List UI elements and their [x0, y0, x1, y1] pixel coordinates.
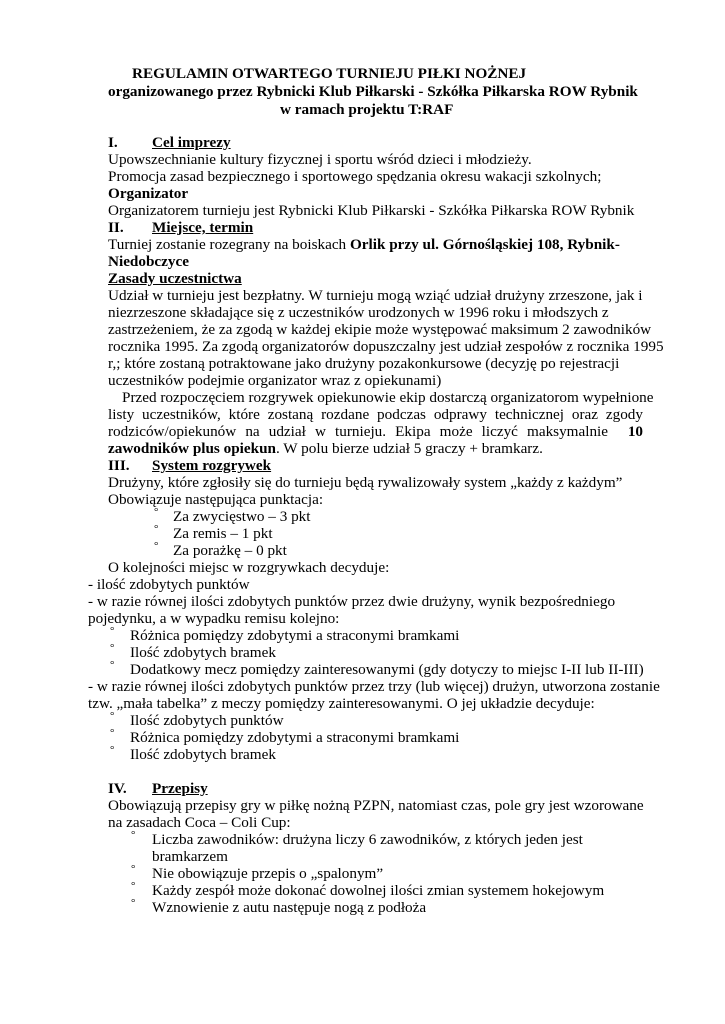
order-line: pojedynku, a w wypadku remisu kolejno: — [88, 610, 340, 627]
organizer-text: Organizatorem turnieju jest Rybnicki Klub Piłkarski - Szkółka Piłkarska ROW Rybnik — [108, 202, 635, 219]
doc-subtitle: organizowanego przez Rybnicki Klub Piłkarski - Szkółka Piłkarska ROW Rybnik — [108, 83, 638, 100]
bullet-icon: ° — [131, 897, 136, 909]
bullet-icon: ° — [110, 744, 115, 756]
doc-project: w ramach projektu T:RAF — [280, 101, 454, 118]
section-3-number: III. — [108, 457, 130, 474]
bullet-icon: ° — [110, 625, 115, 637]
bullet-icon: ° — [110, 642, 115, 654]
venue-district: Niedobczyce — [108, 253, 189, 270]
max-players-text: zawodników plus opiekun — [108, 440, 276, 457]
doc-title: REGULAMIN OTWARTEGO TURNIEJU PIŁKI NOŻNEJ — [132, 65, 527, 82]
section-1-number: I. — [108, 134, 118, 151]
registration-text: rodziców/opiekunów na udział w turnieju. Ekipa może liczyć maksymalnie — [108, 423, 608, 440]
mini-table-item: Różnica pomiędzy zdobytymi a straconymi bramkami — [130, 729, 460, 746]
tiebreak-item: Ilość zdobytych bramek — [130, 644, 276, 661]
system-line: Obowiązuje następująca punktacja: — [108, 491, 324, 508]
bullet-icon: ° — [154, 523, 159, 535]
participation-line: rocznika 1995. Za zgodą organizatorów dopuszczalny jest udział zespołów z rocznika 1995 — [108, 338, 664, 355]
section-4-title: Przepisy — [152, 780, 208, 797]
participation-line: zastrzeżeniem, że za zgodą w każdej ekipie może występować maksimum 2 zawodników — [108, 321, 652, 338]
participation-line: niezrzeszone składające się z uczestników urodzonych w 1996 roku i młodszych z — [108, 304, 609, 321]
section-2-title: Miejsce, termin — [152, 219, 254, 236]
participation-line: Udział w turnieju jest bezpłatny. W turnieju mogą wziąć udział drużyny zrzeszone, jak i — [108, 287, 643, 304]
section-1-line: Upowszechnianie kultury fizycznej i sportu wśród dzieci i młodzieży. — [108, 151, 532, 168]
bullet-icon: ° — [110, 727, 115, 739]
registration-line: Przed rozpoczęciem rozgrywek opiekunowie ekip dostarczą organizatorom wypełnione — [122, 389, 654, 406]
rules-item: Każdy zespół może dokonać dowolnej ilości zmian systemem hokejowym — [152, 882, 605, 899]
registration-line — [108, 440, 543, 457]
venue-line — [108, 236, 620, 253]
rules-item: Liczba zawodników: drużyna liczy 6 zawodników, z których jeden jest — [152, 831, 583, 848]
mini-table-item: Ilość zdobytych bramek — [130, 746, 276, 763]
system-line: Drużyny, które zgłosiły się do turnieju będą rywalizowały system „każdy z każdym” — [108, 474, 623, 491]
rules-item: Wznowienie z autu następuje nogą z podłoża — [152, 899, 427, 916]
registration-line: listy uczestników, które zostaną rozdane podczas odprawy technicznej oraz zgody — [108, 406, 643, 423]
organizer-heading: Organizator — [108, 185, 189, 202]
rules-line: na zasadach Coca – Coli Cup: — [108, 814, 291, 831]
players-on-field: . W polu bierze udział 5 graczy + bramkarz. — [275, 440, 543, 457]
bullet-icon: ° — [154, 540, 159, 552]
participation-line: uczestników podejmie organizator wraz z opiekunami) — [108, 372, 442, 389]
venue-text: Turniej zostanie rozegrany na boiskach — [108, 236, 350, 253]
order-line: - w razie równej ilości zdobytych punktów przez trzy (lub więcej) drużyn, utworzona zostanie — [88, 678, 660, 695]
bullet-icon: ° — [131, 863, 136, 875]
section-3-title: System rozgrywek — [152, 457, 272, 474]
rules-item: Nie obowiązuje przepis o „spalonym” — [152, 865, 384, 882]
order-line: tzw. „mała tabelka” z meczy pomiędzy zainteresowanymi. O jej układzie decyduje: — [88, 695, 595, 712]
tiebreak-item: Różnica pomiędzy zdobytymi a straconymi bramkami — [130, 627, 460, 644]
bullet-icon: ° — [131, 829, 136, 841]
order-line: - ilość zdobytych punktów — [88, 576, 250, 593]
section-1-line: Promocja zasad bezpiecznego i sportowego spędzania okresu wakacji szkolnych; — [108, 168, 602, 185]
max-players-number: 10 — [627, 423, 643, 440]
participation-heading: Zasady uczestnictwa — [108, 270, 242, 287]
bullet-icon: ° — [131, 880, 136, 892]
section-2-number: II. — [108, 219, 124, 236]
points-item: Za zwycięstwo – 3 pkt — [173, 508, 311, 525]
rules-line: Obowiązują przepisy gry w piłkę nożną PZPN, natomiast czas, pole gry jest wzorowane — [108, 797, 644, 814]
section-4-number: IV. — [108, 780, 127, 797]
bullet-icon: ° — [110, 710, 115, 722]
participation-line: r,; które zostaną potraktowane jako drużyny pozakonkursowe (decyzję po rejestracji — [108, 355, 620, 372]
tiebreak-item: Dodatkowy mecz pomiędzy zainteresowanymi (gdy dotyczy to miejsc I-II lub II-III) — [130, 661, 644, 678]
order-line: - w razie równej ilości zdobytych punktów przez dwie drużyny, wynik bezpośredniego — [88, 593, 616, 610]
section-1-title: Cel imprezy — [152, 134, 231, 151]
rules-item-cont: bramkarzem — [152, 848, 228, 865]
registration-line — [108, 423, 643, 440]
points-item: Za porażkę – 0 pkt — [173, 542, 287, 559]
order-heading: O kolejności miejsc w rozgrywkach decyduje: — [108, 559, 390, 576]
bullet-icon: ° — [154, 506, 159, 518]
points-item: Za remis – 1 pkt — [173, 525, 273, 542]
mini-table-item: Ilość zdobytych punktów — [130, 712, 284, 729]
bullet-icon: ° — [110, 659, 115, 671]
venue-address: Orlik przy ul. Górnośląskiej 108, Rybnik- — [349, 236, 620, 253]
